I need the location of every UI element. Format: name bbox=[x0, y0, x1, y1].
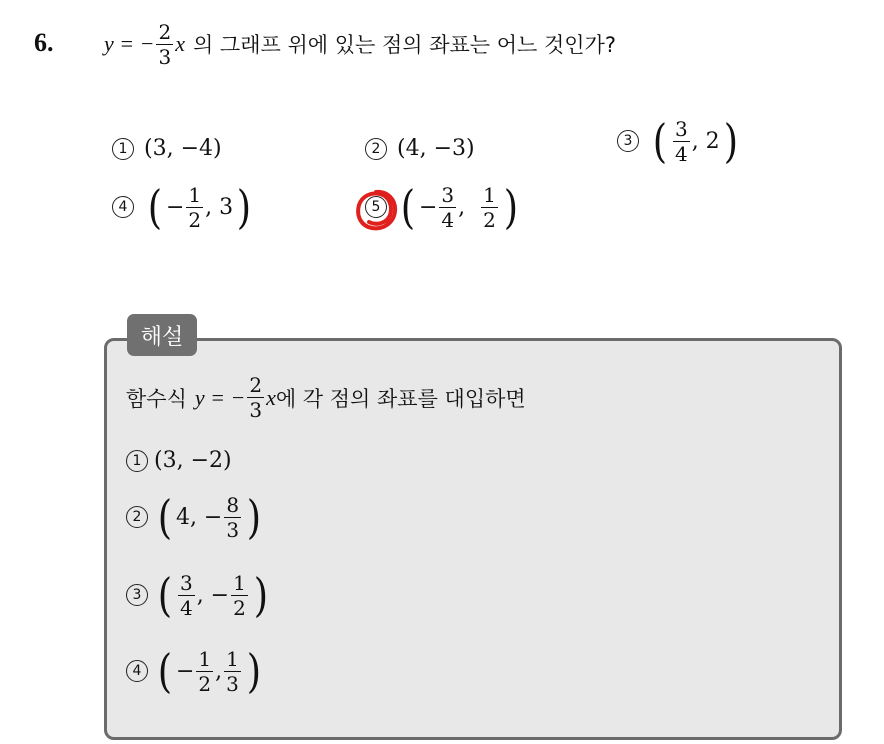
option-2-text: (4, −3) bbox=[397, 136, 475, 161]
question-text bbox=[104, 14, 616, 74]
option-1-text: (3, −4) bbox=[144, 136, 222, 161]
solution-fraction: $\frac{2}{3}$ bbox=[249, 373, 263, 422]
option-2[interactable] bbox=[365, 136, 475, 161]
option-3-fraction: $\frac{3}{4}$ bbox=[674, 116, 688, 166]
option-3-marker: 3 bbox=[617, 130, 639, 152]
option-5-fraction-2: $\frac{1}{2}$ bbox=[483, 182, 496, 232]
option-5[interactable]: 5 ( − $\frac{3}{4}$ , $\frac{1}{2}$ ) bbox=[365, 184, 522, 230]
solution-row-1: 1 (3, −2) bbox=[126, 448, 232, 473]
option-4[interactable]: 4 ( − $\frac{1}{2}$ , 3 ) bbox=[112, 184, 255, 230]
option-1-marker: 1 bbox=[112, 138, 134, 160]
option-4-marker: 4 bbox=[112, 196, 134, 218]
option-5-fraction-1: $\frac{3}{4}$ bbox=[441, 182, 455, 232]
solution-row-2: 2 ( 4, − $\frac{8}{3}$ ) bbox=[126, 494, 265, 540]
option-1[interactable] bbox=[112, 136, 222, 161]
option-4-tail: , 3 bbox=[205, 194, 234, 220]
solution-row-3: 3 ( $\frac{3}{4}$ , − $\frac{1}{2}$ ) bbox=[126, 572, 272, 618]
option-3[interactable]: 3 ( $\frac{3}{4}$ , 2 ) bbox=[617, 118, 742, 164]
option-5-marker: 5 bbox=[365, 196, 387, 218]
solution-intro: 함수식 y = − $\frac{2}{3}$ x 에 각 점의 좌표를 대입하면 bbox=[126, 373, 526, 422]
question-body: 의 그래프 위에 있는 점의 좌표는 어느 것인가? bbox=[192, 33, 616, 57]
equation-lhs: y = − bbox=[104, 31, 155, 56]
solution-tag: 해설 bbox=[127, 314, 197, 356]
equation-variable: x bbox=[175, 31, 185, 56]
option-3-tail: , 2 bbox=[691, 128, 720, 154]
answer-circle-mark bbox=[352, 186, 400, 234]
option-2-marker: 2 bbox=[365, 138, 387, 160]
equation-fraction: $\frac{2}{3}$ bbox=[158, 19, 172, 69]
option-4-fraction: $\frac{1}{2}$ bbox=[188, 182, 202, 232]
solution-row-4: 4 ( − $\frac{1}{2}$ , $\frac{1}{3}$ ) bbox=[126, 648, 265, 694]
question-number: 6. bbox=[34, 28, 54, 57]
